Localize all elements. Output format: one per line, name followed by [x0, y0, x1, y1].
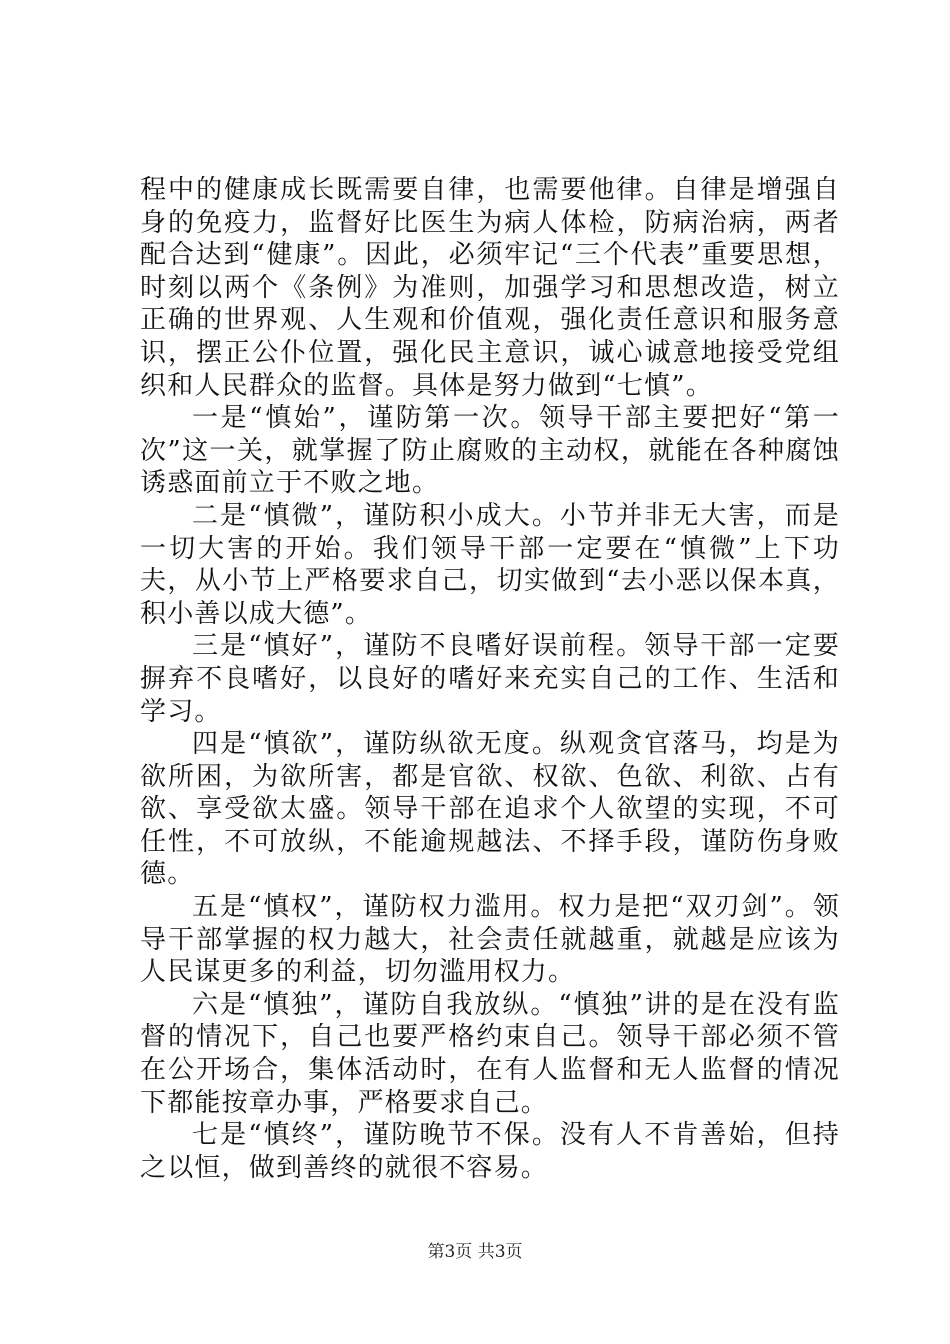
page-footer — [0, 1242, 950, 1262]
paragraph-shen-quan: 五是“慎权”，谨防权力滥用。权力是把“双刃剑”。领导干部掌握的权力越大，社会责任就越重，就越是应该为人民谋更多的利益，切勿滥用权力。 — [140, 892, 840, 988]
page-number-label: 第3页 共3页 — [427, 1242, 523, 1262]
document-body — [140, 174, 840, 1184]
paragraph-shen-hao: 三是“慎好”，谨防不良嗜好误前程。领导干部一定要摒弃不良嗜好，以良好的嗜好来充实自己的工作、生活和学习。 — [140, 631, 840, 727]
paragraph-shen-zhong: 七是“慎终”，谨防晚节不保。没有人不肯善始，但持之以恒，做到善终的就很不容易。 — [140, 1120, 840, 1183]
paragraph-shen-shi: 一是“慎始”，谨防第一次。领导干部主要把好“第一次”这一关，就掌握了防止腐败的主动权，就能在各种腐蚀诱惑面前立于不败之地。 — [140, 403, 840, 499]
paragraph-shen-yu: 四是“慎欲”，谨防纵欲无度。纵观贪官落马，均是为欲所困，为欲所害，都是官欲、权欲、色欲、利欲、占有欲、享受欲太盛。领导干部在追求个人欲望的实现，不可任性，不可放纵，不能逾规越法、不择手段，谨防伤身败德。 — [140, 729, 840, 890]
paragraph-shen-wei: 二是“慎微”，谨防积小成大。小节并非无大害，而是一切大害的开始。我们领导干部一定要在“慎微”上下功夫，从小节上严格要求自己，切实做到“去小恶以保本真，积小善以成大德”。 — [140, 500, 840, 629]
paragraph-intro: 程中的健康成长既需要自律，也需要他律。自律是增强自身的免疫力，监督好比医生为病人体检，防病治病，两者配合达到“健康”。因此，必须牢记“三个代表”重要思想，时刻以两个《条例》为准则，加强学习和思想改造，树立正确的世界观、人生观和价值观，强化责任意识和服务意识，摆正公仆位置，强化民主意识，诚心诚意地接受党组织和人民群众的监督。具体是努力做到“七慎”。 — [140, 175, 840, 401]
paragraph-shen-du: 六是“慎独”，谨防自我放纵。“慎独”讲的是在没有监督的情况下，自己也要严格约束自己。领导干部必须不管在公开场合，集体活动时，在有人监督和无人监督的情况下都能按章办事，严格要求自己。 — [140, 989, 840, 1118]
